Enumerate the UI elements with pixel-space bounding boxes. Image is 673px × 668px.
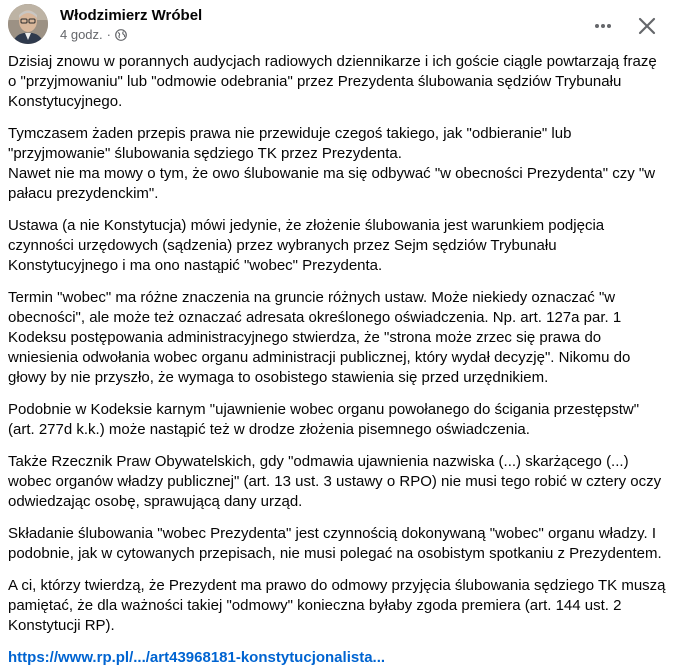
post-header — [8, 4, 665, 44]
post-paragraph: A ci, którzy twierdzą, że Prezydent ma prawo do odmowy przyjęcia ślubowania sędziego TK muszą pamiętać, że dla ważności takiej "odmowy" konieczna byłaby zgoda premiera (art. 144 ust. 2 Konstytucji RP). — [8, 577, 666, 634]
post-paragraph: Także Rzecznik Praw Obywatelskich, gdy "odmawia ujawnienia nazwiska (...) skarżącego (...) wobec organów władzy publicznej" (art. 13 ust. 3 ustawy o RPO) nie musi tego robić w cztery oczy odwiedzając osobę, sprawującą dany urząd. — [8, 453, 662, 510]
post-paragraph: Ustawa (a nie Konstytucja) mówi jedynie, że złożenie ślubowania jest warunkiem podjęcia czynności urzędowych (sądzenia) przez wybranych przez Sejm sędziów Trybunału Konstytucyjnego i ma ono nastąpić "wobec" Prezydenta. — [8, 217, 605, 274]
article-link[interactable]: https://www.rp.pl/.../art43968181-konstytucjonalista... — [8, 649, 386, 666]
post-paragraph: Podobnie w Kodeksie karnym "ujawnienie wobec organu powołanego do ścigania przestępstw" (art. 277d k.k.) może nastąpić też w drodze złożenia pisemnego oświadczenia. — [8, 401, 640, 438]
post-paragraph: Dzisiaj znowu w porannych audycjach radiowych dziennikarze i ich goście ciągle powtarzają frazę o "przyjmowaniu" lub "odmowie odebrania" przez Prezydenta ślubowania sędziów Trybunału Konstytucyjnego. — [8, 53, 657, 110]
more-options-button[interactable] — [587, 10, 619, 42]
post-time[interactable]: 4 godz. — [60, 27, 103, 42]
globe-icon — [115, 29, 127, 41]
author-name[interactable]: Włodzimierz Wróbel — [60, 7, 203, 24]
avatar[interactable] — [8, 4, 48, 44]
post-body — [8, 52, 668, 668]
close-icon — [637, 16, 657, 36]
avatar-photo — [8, 4, 48, 44]
close-button[interactable] — [631, 10, 663, 42]
post-paragraph: Tymczasem żaden przepis prawa nie przewiduje czegoś takiego, jak "odbieranie" lub "przyjmowanie" ślubowania sędziego TK przez Prezydenta. Nawet nie ma mowy o tym, że owo ślubowanie ma się odbywać "w obecności Prezydenta" czy "w pałacu prezydenckim". — [8, 125, 656, 202]
post-paragraph: Termin "wobec" ma różne znaczenia na gruncie różnych ustaw. Może niekiedy oznaczać "w obecności", ale może też oznaczać adresata określonego oświadczenia. Np. art. 127a par. 1 Kodeksu postępowania administracyjnego stwierdza, że "strona może zrzec się prawa do wniesienia odwołania wobec organu administracji publicznej, który wydał decyzję". Nikomu do głowy by nie przyszło, że wymaga to osobistego stawienia się przed urzędnikiem. — [8, 289, 631, 386]
meta-separator: · — [106, 27, 111, 42]
post-meta — [60, 27, 127, 42]
more-horizontal-icon — [593, 16, 613, 36]
post-paragraph: Składanie ślubowania "wobec Prezydenta" jest czynnością dokonywaną "wobec" organu władzy. I podobnie, jak w cytowanych przepisach, nie musi polegać na osobistym spotkaniu z Prezydentem. — [8, 525, 662, 562]
